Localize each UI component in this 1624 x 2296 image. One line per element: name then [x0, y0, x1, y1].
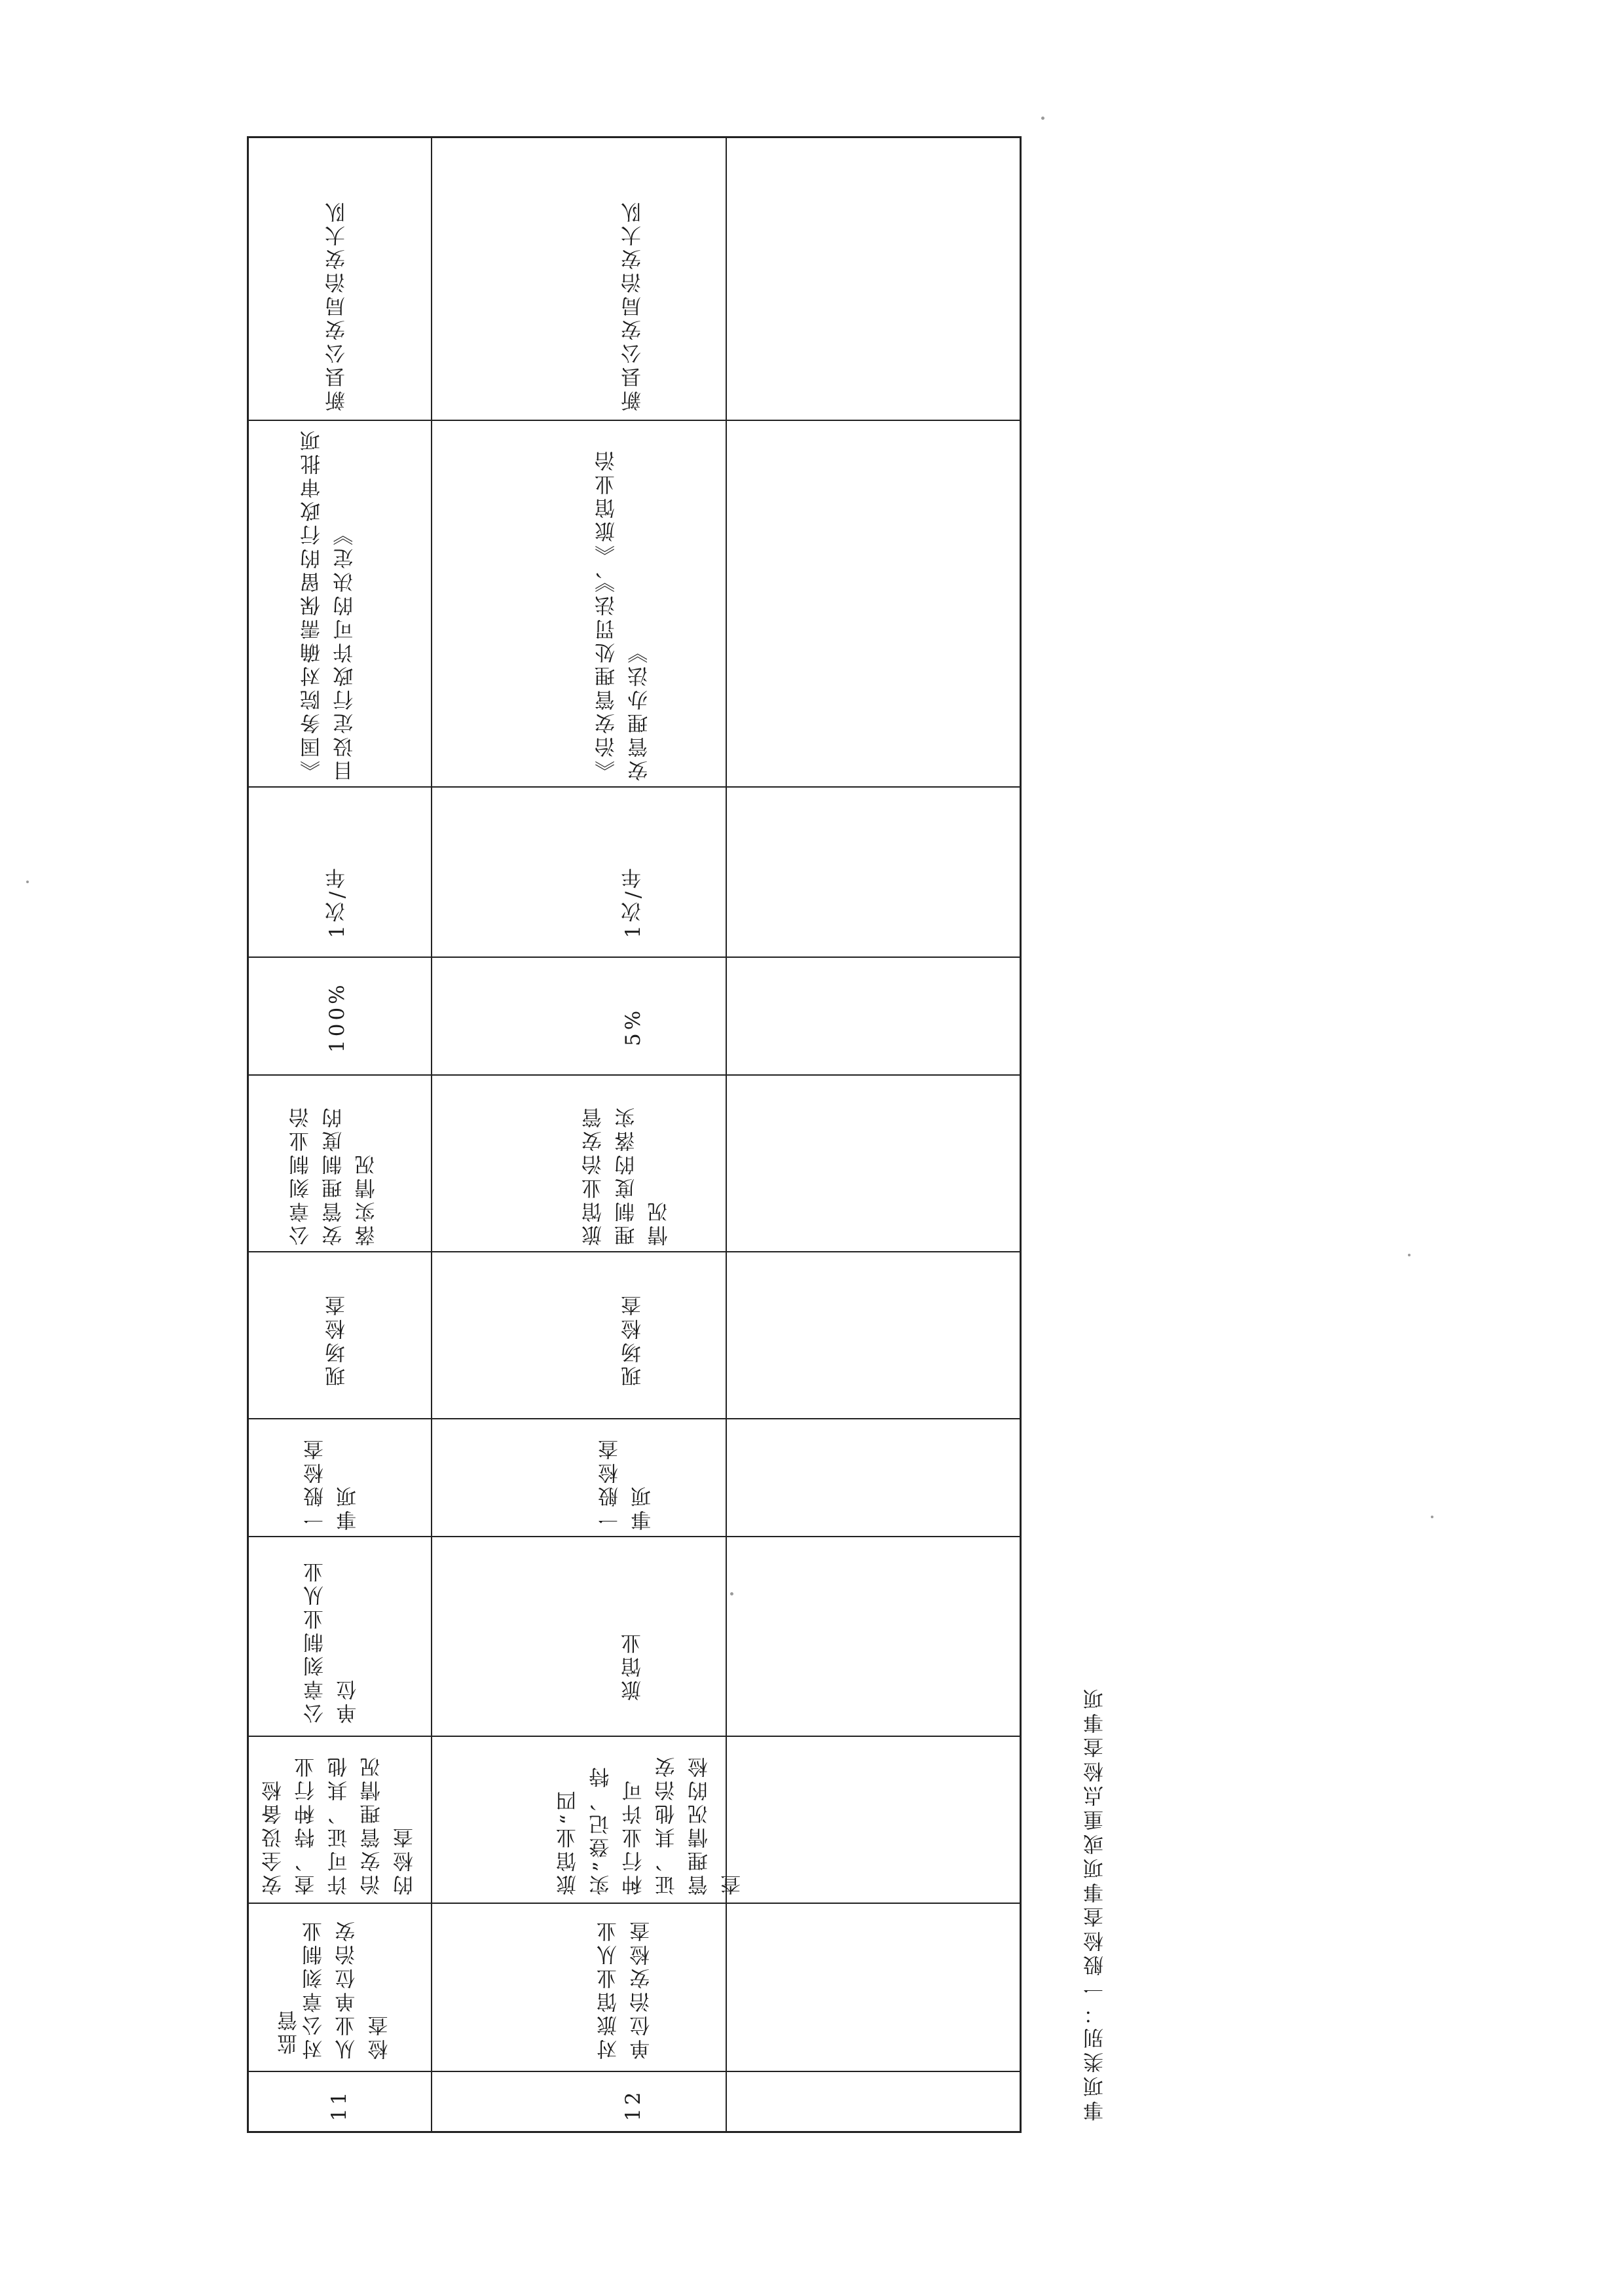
row-12-ratio: 5% — [621, 1007, 645, 1046]
row-12-number: 12 — [621, 2088, 645, 2121]
row-11-number: 11 — [327, 2088, 351, 2121]
row-11-object: 公章刻制业从业单位 — [304, 1559, 361, 1724]
row-12-method: 现场检查 — [621, 1292, 645, 1387]
row-12-content: 旅馆业“四实”登记、特种行业许可证、其他治安管理情况的检查 — [557, 1754, 745, 1895]
row-separator — [247, 1251, 1022, 1252]
row-11-item-name: 对公章刻制业从业单位治安检查 — [303, 1918, 392, 2060]
row-11-authority: 新县公安局治安大队 — [325, 199, 349, 411]
row-11-content: 安全设备检查、特种行业许可证、其他治安管理情况的检查 — [262, 1754, 417, 1895]
row-separator — [247, 420, 1022, 421]
scan-speck — [1041, 117, 1044, 120]
table-border-left — [247, 136, 249, 2133]
row-12-object: 旅馆业 — [621, 1630, 645, 1701]
scan-speck — [1408, 1254, 1411, 1256]
inspection-table — [247, 136, 1022, 2133]
column-separator — [431, 136, 432, 2133]
row-separator — [247, 786, 1022, 788]
row-11-method: 现场检查 — [325, 1292, 349, 1387]
row-12-basis: 《治安管理处罚法》、《旅馆业治安管理办法》 — [595, 448, 652, 781]
table-border-right — [1020, 136, 1022, 2133]
row-12-authority: 新县公安局治安大队 — [621, 199, 645, 411]
scan-speck — [26, 881, 29, 883]
row-separator — [247, 1074, 1022, 1076]
item-category-footnote: 事项类别：一般检查事项或重点检查事项 — [1084, 1685, 1107, 2121]
row-separator — [247, 2071, 1022, 2072]
prev-page-item-name: 监管 — [278, 2007, 301, 2054]
row-separator — [247, 957, 1022, 958]
row-separator — [247, 1903, 1022, 1904]
row-11-category: 一般检查事项 — [304, 1436, 361, 1531]
row-12-frequency: 1次/年 — [621, 864, 645, 938]
row-12-item-name: 对旅馆业从业单位治安检查 — [597, 1918, 654, 2060]
table-border-top — [247, 136, 1022, 138]
row-12-category: 一般检查事项 — [599, 1436, 655, 1531]
scan-speck — [1431, 1516, 1433, 1518]
column-separator — [726, 136, 727, 2133]
table-border-bottom — [247, 2131, 1022, 2133]
row-11-ratio: 100% — [325, 981, 349, 1053]
row-separator — [247, 1736, 1022, 1737]
row-11-checkpoint: 公章刻制业治安管理制度的落实情况 — [289, 1104, 379, 1246]
row-11-basis: 《国务院对确需保留的行政审批项目设定行政许可的决定》 — [301, 428, 358, 781]
row-11-frequency: 1次/年 — [325, 864, 349, 938]
row-12-checkpoint: 旅馆业治安管理制度的落实情况 — [582, 1104, 672, 1246]
row-separator — [247, 1536, 1022, 1537]
row-separator — [247, 1418, 1022, 1419]
